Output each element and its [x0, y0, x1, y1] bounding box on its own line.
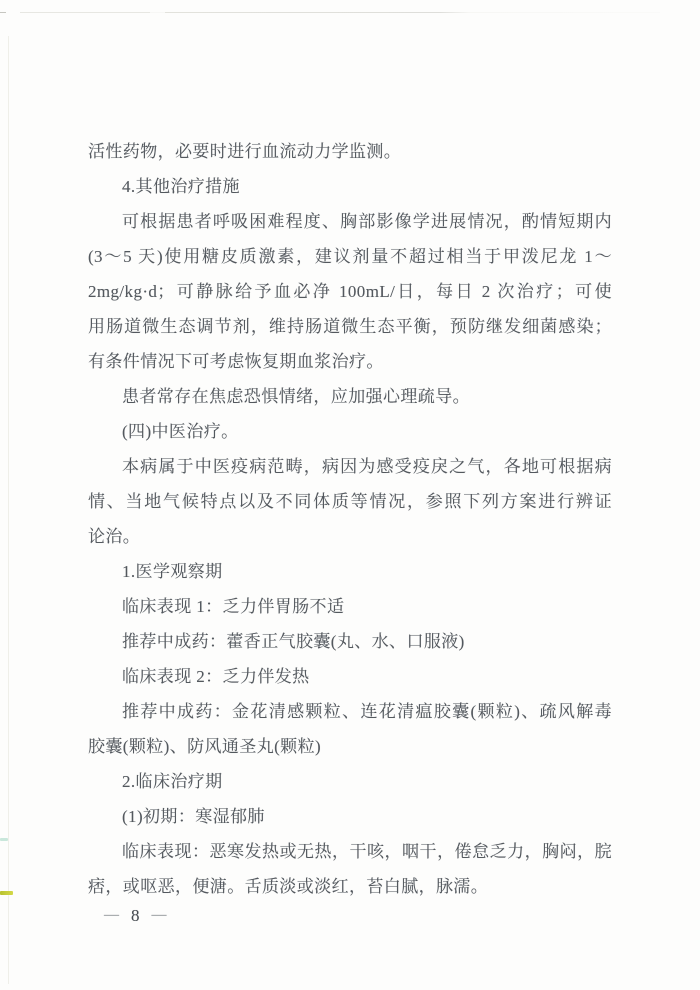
text-line: 临床表现：恶寒发热或无热，干咳，咽干，倦怠乏力，胸闷，脘 — [122, 842, 612, 861]
text-line: 胶囊(颗粒)、防风通圣丸(颗粒) — [88, 737, 322, 756]
text-line: 用肠道微生态调节剂，维持肠道微生态平衡，预防继发细菌感染； — [88, 317, 612, 336]
text-line: 可根据患者呼吸困难程度、胸部影像学进展情况，酌情短期内 — [122, 212, 612, 231]
section-heading: (四)中医治疗。 — [122, 422, 239, 441]
page-number: 8 — [131, 906, 140, 925]
text-line: 论治。 — [88, 527, 141, 546]
text-line: 患者常存在焦虑恐惧情绪，应加强心理疏导。 — [122, 387, 470, 406]
text-line: 本病属于中医疫病范畴，病因为感受疫戾之气，各地可根据病 — [122, 457, 612, 476]
text-line: 临床表现 2：乏力伴发热 — [122, 667, 310, 686]
text-line: 有条件情况下可考虑恢复期血浆治疗。 — [88, 352, 384, 371]
text-line: 情、当地气候特点以及不同体质等情况，参照下列方案进行辨证 — [88, 492, 612, 511]
scan-artifact-cyan-mark — [0, 838, 8, 841]
scan-artifact-yellow-mark — [0, 891, 13, 895]
section-heading: 4.其他治疗措施 — [122, 177, 240, 196]
scan-artifact-left-edge — [8, 36, 9, 984]
section-heading: 1.医学观察期 — [122, 562, 223, 581]
footer-dash-right: — — [151, 907, 167, 923]
text-line: 活性药物，必要时进行血流动力学监测。 — [88, 142, 402, 161]
text-line: (3～5 天)使用糖皮质激素，建议剂量不超过相当于甲泼尼龙 1～ — [88, 247, 612, 266]
scan-artifact-top-edge — [0, 12, 660, 13]
page-footer — [104, 906, 167, 926]
text-line: 临床表现 1：乏力伴胃肠不适 — [122, 597, 345, 616]
text-line: 2mg/kg·d；可静脉给予血必净 100mL/日，每日 2 次治疗；可使 — [88, 282, 612, 301]
text-line: 推荐中成药：金花清感颗粒、连花清瘟胶囊(颗粒)、疏风解毒 — [122, 702, 612, 721]
text-line: 痞，或呕恶，便溏。舌质淡或淡红，苔白腻，脉濡。 — [88, 877, 489, 896]
page-body-text — [88, 134, 612, 904]
section-heading: (1)初期：寒湿郁肺 — [122, 807, 265, 826]
text-line: 推荐中成药：藿香正气胶囊(丸、水、口服液) — [122, 632, 465, 651]
footer-dash-left: — — [104, 907, 119, 923]
section-heading: 2.临床治疗期 — [122, 772, 223, 791]
